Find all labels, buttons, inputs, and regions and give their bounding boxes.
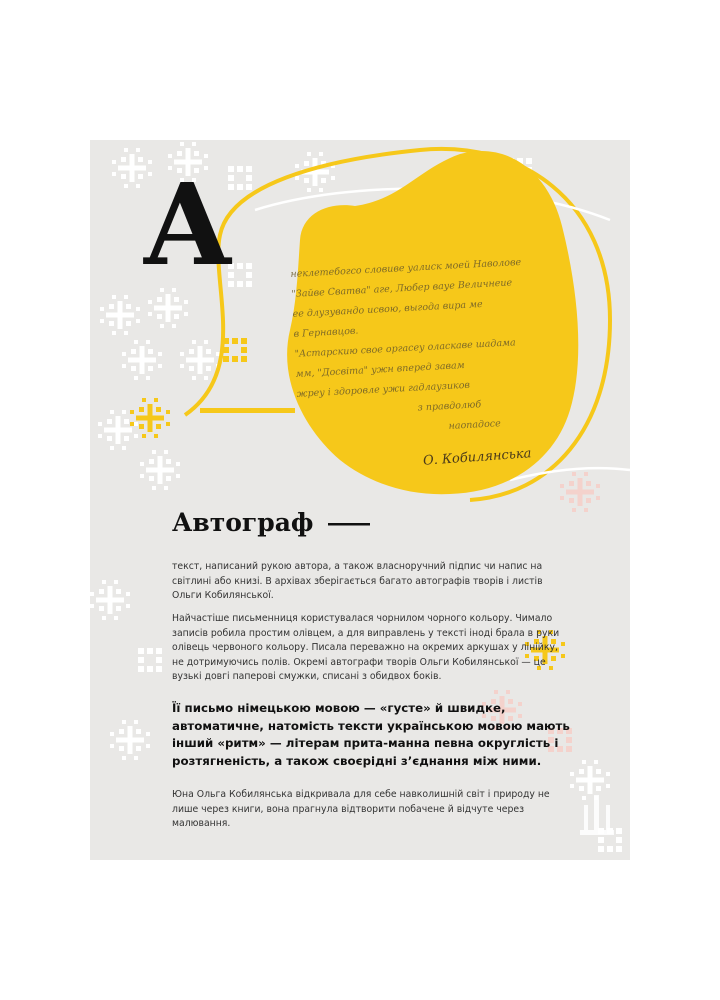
definition-paragraph: текст, написаний рукою автора, а також власноручний підпис чи напис на світлині або книзі. В архівах зберігається багато автографів творів і листів Ольги Кобилянської. <box>172 561 543 601</box>
manuscript-line: жреу і здоровле ужи гадлаузиков <box>296 379 471 400</box>
highlight-quote: Її письмо німецькою мовою — «густе» й швидке, автоматичне, натомість тексти українською мовою мають інший «ритм» — літерам прита-манна певна округлість і розтягненість, а також своєрідні з’єднання між ними. <box>172 701 570 768</box>
handwritten-signature: О. Кобилянська <box>422 446 532 469</box>
drop-cap-letter: А <box>142 160 234 291</box>
manuscript-line: з правдолюб <box>417 399 482 414</box>
page-heading: Автограф <box>172 508 314 537</box>
manuscript-line: неклетебогсо словиве уалиск моей Наволове <box>290 256 522 280</box>
manuscript-line: ее длузувандо исвою, выгода вира ме <box>292 298 483 320</box>
handwritten-manuscript <box>290 250 589 445</box>
manuscript-line: в Гернавцов. <box>293 325 359 340</box>
white-thin-curve-2 <box>510 468 630 480</box>
heading-dash <box>328 523 370 526</box>
manuscript-line: наопадосе <box>448 418 501 432</box>
manuscript-line: "Зайве Сватва" аге, Любер вауе Величнеие <box>291 277 513 300</box>
trident-ornament-icon <box>580 795 614 835</box>
manuscript-line: мм, "Досвіта" ужн вперед завам <box>295 360 465 380</box>
underline-dash-icon <box>200 408 295 413</box>
body-paragraph: Найчастіше письменниця користувалася чорнилом чорного кольору. Чимало записів робила простим олівцем, а для виправлень у тексті іноді брала в руки олівець червоного кольору. Писала переважно на окремих аркушах у лінійку, не дотримуючись полів. Окремі автографи творів Ольги Кобилянської — це вузькі довгі паперові смужки, списані з обидвох боків. <box>172 613 560 682</box>
manuscript-line: "Астарскию свое оргасеу оласкаве шадама <box>294 337 516 360</box>
book-page <box>90 140 630 860</box>
closing-paragraph: Юна Ольга Кобилянська відкривала для себе навколишній світ і природу не лише через книги, вона прагнула відтворити побачене й відчуте через малювання. <box>172 789 550 829</box>
